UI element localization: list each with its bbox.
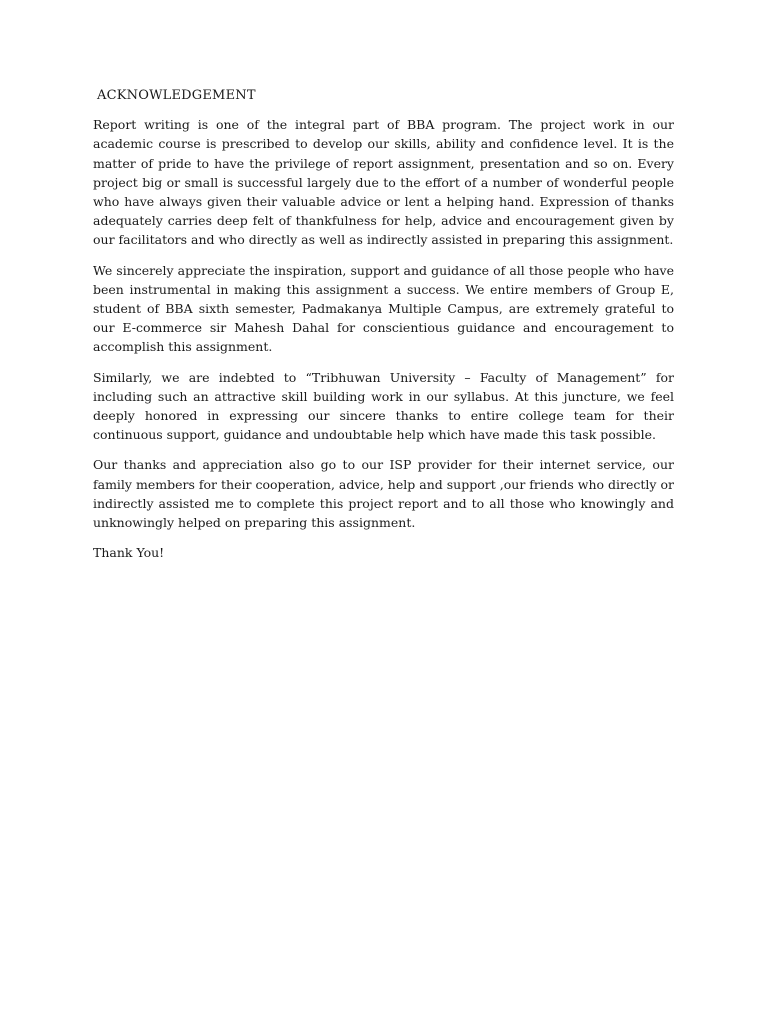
closing-line: Thank You!: [93, 545, 165, 561]
paragraph-university: Similarly, we are indebted to “Tribhuwan University – Faculty of Management” for including such an attractive skill building work in our syllabus. At this juncture, we feel deeply honored in expressing our sincere thanks to entire college team for their continuous support, guidance and undoubtable help which have made this task possible.: [93, 369, 674, 443]
paragraph-intro: Report writing is one of the integral part of BBA program. The project work in our academic course is prescribed to develop our skills, ability and confidence level. It is the matter of pride to have the privilege of report assignment, presentation and so on. Every project big or small is successful largely due to the effort of a number of wonderful people who have always given their valuable advice or lent a helping hand. Expression of thanks adequately carries deep felt of thankfulness for help, advice and encouragement given by our facilitators and who directly as well as indirectly assisted in preparing this assignment.: [93, 117, 674, 248]
paragraph-appreciation: We sincerely appreciate the inspiration, support and guidance of all those people who have been instrumental in making this assignment a success. We entire members of Group E, student of BBA sixth semester, Padmakanya Multiple Campus, are extremely grateful to our E-commerce sir Mahesh Dahal for conscientious guidance and encouragement to accomplish this assignment.: [93, 262, 674, 355]
document-body: [93, 86, 674, 562]
paragraph-thanks: Our thanks and appreciation also go to our ISP provider for their internet service, our family members for their cooperation, advice, help and support ,our friends who directly or indirectly assisted me to complete this project report and to all those who knowingly and unknowingly helped on preparing this assignment.: [93, 457, 674, 531]
document-heading: ACKNOWLEDGEMENT: [97, 88, 256, 103]
